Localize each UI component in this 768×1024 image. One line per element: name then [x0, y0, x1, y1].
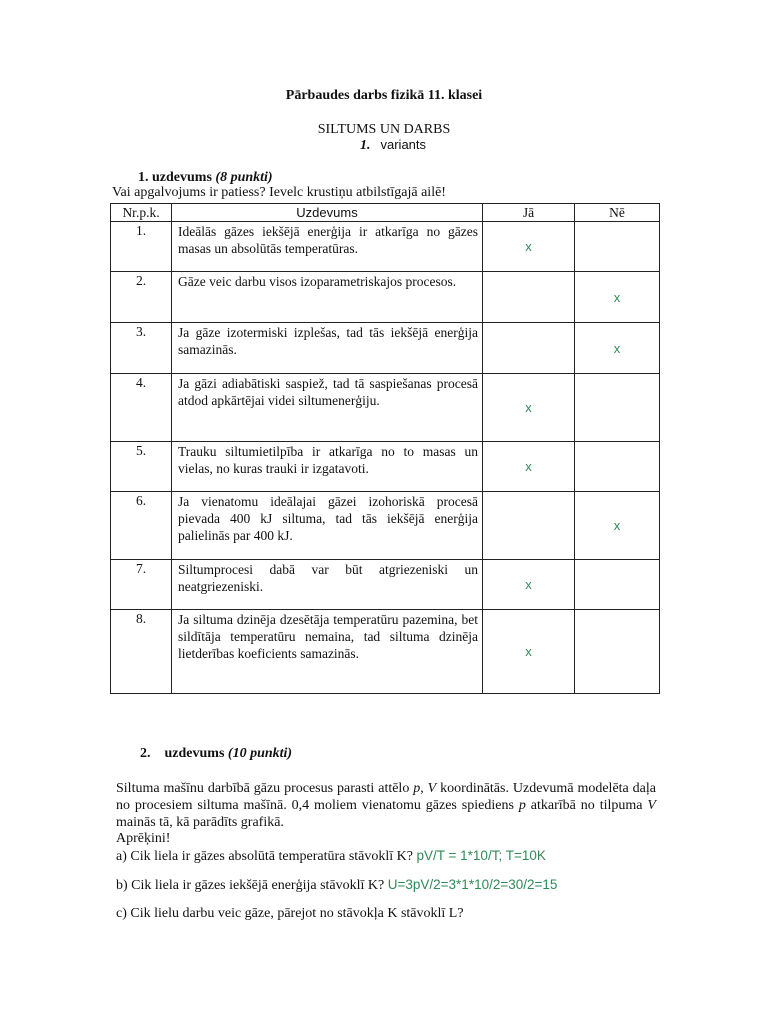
table-row [111, 492, 660, 560]
variant-number: 1. [360, 138, 371, 153]
task1-title: 1. uzdevums [138, 170, 212, 185]
ja-cell[interactable]: x [483, 374, 575, 442]
row-number: 6. [111, 492, 172, 560]
ne-cell[interactable]: x [575, 492, 660, 560]
ne-cell[interactable] [575, 222, 660, 272]
task2-title: uzdevums [164, 746, 225, 761]
para-text-1: Siltuma mašīnu darbībā gāzu procesus parasti attēlo [116, 781, 414, 796]
task1-heading [138, 170, 273, 186]
table-row [111, 272, 660, 323]
ne-cell[interactable] [575, 374, 660, 442]
question-c-text: c) Cik lielu darbu veic gāze, pārejot no stāvokļa K stāvoklī L? [116, 906, 464, 921]
table-row [111, 560, 660, 610]
task2-instruction: Aprēķini! [116, 831, 171, 846]
ne-cell[interactable] [575, 610, 660, 694]
answer-b[interactable]: U=3pV/2=3*1*10/2=30/2=15 [387, 877, 558, 892]
ja-cell[interactable]: x [483, 560, 575, 610]
row-statement: Siltumprocesi dabā var būt atgriezeniski un neatgriezeniski. [172, 560, 483, 610]
variant-word: variants [380, 137, 427, 152]
row-statement: Ja vienatomu ideālajai gāzei izohoriskā procesā pievada 400 kJ siltuma, tad tās iekšējā enerģija palielinās par 400 kJ. [172, 492, 483, 560]
ne-cell[interactable] [575, 442, 660, 492]
row-number: 2. [111, 272, 172, 323]
row-number: 8. [111, 610, 172, 694]
p-symbol: p [413, 781, 421, 796]
row-statement: Ja gāze izotermiski izplešas, tad tās iekšējā enerģija samazinās. [172, 323, 483, 374]
row-statement: Gāze veic darbu visos izoparametriskajos procesos. [172, 272, 483, 323]
table-row [111, 610, 660, 694]
row-number: 1. [111, 222, 172, 272]
ja-cell[interactable]: x [483, 442, 575, 492]
para-text-4: mainās tā, kā parādīts grafikā. [116, 815, 284, 830]
task1-points: (8 punkti) [215, 170, 273, 185]
table-row [111, 442, 660, 492]
question-a-text: a) Cik liela ir gāzes absolūtā temperatūra stāvoklī K? [116, 849, 414, 864]
task1-table [110, 203, 660, 694]
row-number: 5. [111, 442, 172, 492]
table-row [111, 323, 660, 374]
row-statement: Trauku siltumietilpība ir atkarīga no to masas un vielas, no kuras trauki ir izgatavoti. [172, 442, 483, 492]
task2-description [116, 780, 656, 831]
ja-cell[interactable]: x [483, 610, 575, 694]
table-row [111, 222, 660, 272]
question-a [116, 848, 546, 865]
row-number: 3. [111, 323, 172, 374]
col-header-uzdevums: Uzdevums [172, 204, 483, 222]
row-statement: Ideālās gāzes iekšējā enerģija ir atkarīga no gāzes masas un absolūtās temperatūras. [172, 222, 483, 272]
para-text-2: koordinātās. Uzdevumā modelēta daļa no procesiem siltuma mašīnā. 0,4 moliem vienatomu gāzes spiediens [116, 781, 656, 813]
col-header-ne: Nē [575, 204, 660, 222]
para-text-3: atkarībā no tilpuma [525, 798, 648, 813]
page-title: Pārbaudes darbs fizikā 11. klasei [285, 88, 483, 103]
ne-cell[interactable] [575, 560, 660, 610]
task2-points: (10 punkti) [227, 746, 293, 761]
question-b [116, 877, 557, 894]
ja-cell[interactable] [483, 323, 575, 374]
ja-cell[interactable] [483, 272, 575, 323]
row-number: 7. [111, 560, 172, 610]
task1-instruction: Vai apgalvojums ir patiess? Ievelc krustiņu atbilstīgajā ailē! [112, 185, 446, 200]
ja-cell[interactable] [483, 492, 575, 560]
variant-label [360, 137, 426, 154]
ne-cell[interactable]: x [575, 323, 660, 374]
v-symbol: V [647, 798, 656, 813]
ne-cell[interactable]: x [575, 272, 660, 323]
page-subtitle: SILTUMS UN DARBS [317, 122, 451, 137]
answer-a[interactable]: pV/T = 1*10/T; T=10K [416, 848, 546, 863]
row-number: 4. [111, 374, 172, 442]
task2-heading [140, 746, 292, 762]
col-header-nr: Nr.p.k. [111, 204, 172, 222]
row-statement: Ja gāzi adiabātiski saspiež, tad tā saspiešanas procesā atdod apkārtējai videi siltumenerģiju. [172, 374, 483, 442]
v-symbol: V [427, 781, 437, 796]
question-c [116, 906, 464, 922]
col-header-ja: Jā [483, 204, 575, 222]
table-header-row [111, 204, 660, 222]
table-row [111, 374, 660, 442]
question-b-text: b) Cik liela ir gāzes iekšējā enerģija stāvoklī K? [116, 878, 385, 893]
ja-cell[interactable]: x [483, 222, 575, 272]
p-symbol: p [518, 798, 526, 813]
para-comma: , [420, 781, 428, 796]
row-statement: Ja siltuma dzinēja dzesētāja temperatūru pazemina, bet sildītāja temperatūru nemaina, tad siltuma dzinēja lietderības koeficients samazinās. [172, 610, 483, 694]
task2-number: 2. [140, 746, 151, 761]
